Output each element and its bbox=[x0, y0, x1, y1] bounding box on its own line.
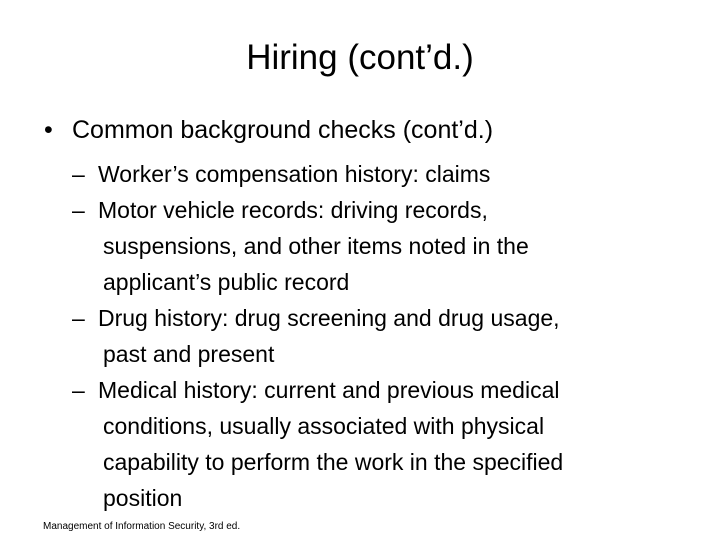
sub-bullet-line: suspensions, and other items noted in the bbox=[103, 233, 529, 259]
sub-bullet-line: conditions, usually associated with physical bbox=[103, 413, 545, 439]
sub-bullet-line: applicant’s public record bbox=[103, 269, 350, 295]
slide-footer: Management of Information Security, 3rd ed. bbox=[43, 521, 241, 532]
sub-bullet-item bbox=[72, 372, 698, 516]
sub-bullet-item bbox=[72, 192, 698, 300]
bullet-marker: • bbox=[44, 116, 53, 144]
sub-bullet-line: Drug history: drug screening and drug usage, bbox=[98, 305, 560, 331]
sub-bullet-item bbox=[72, 300, 698, 372]
sub-bullet-line: position bbox=[103, 485, 183, 511]
sub-bullet-line: past and present bbox=[103, 341, 275, 367]
slide-title: Hiring (cont’d.) bbox=[246, 38, 474, 77]
dash-marker: – bbox=[72, 305, 85, 331]
main-bullet-item bbox=[44, 114, 493, 146]
sub-bullet-line: Motor vehicle records: driving records, bbox=[98, 197, 488, 223]
sub-bullet-line: capability to perform the work in the specified bbox=[103, 449, 564, 475]
dash-marker: – bbox=[72, 197, 85, 223]
main-bullet-text: Common background checks (cont’d.) bbox=[72, 116, 494, 144]
sub-bullet-line: Medical history: current and previous medical bbox=[98, 377, 560, 403]
sub-bullet-line: Worker’s compensation history: claims bbox=[98, 161, 491, 187]
sub-bullet-item bbox=[72, 156, 698, 192]
dash-marker: – bbox=[72, 377, 85, 403]
dash-marker: – bbox=[72, 161, 85, 187]
